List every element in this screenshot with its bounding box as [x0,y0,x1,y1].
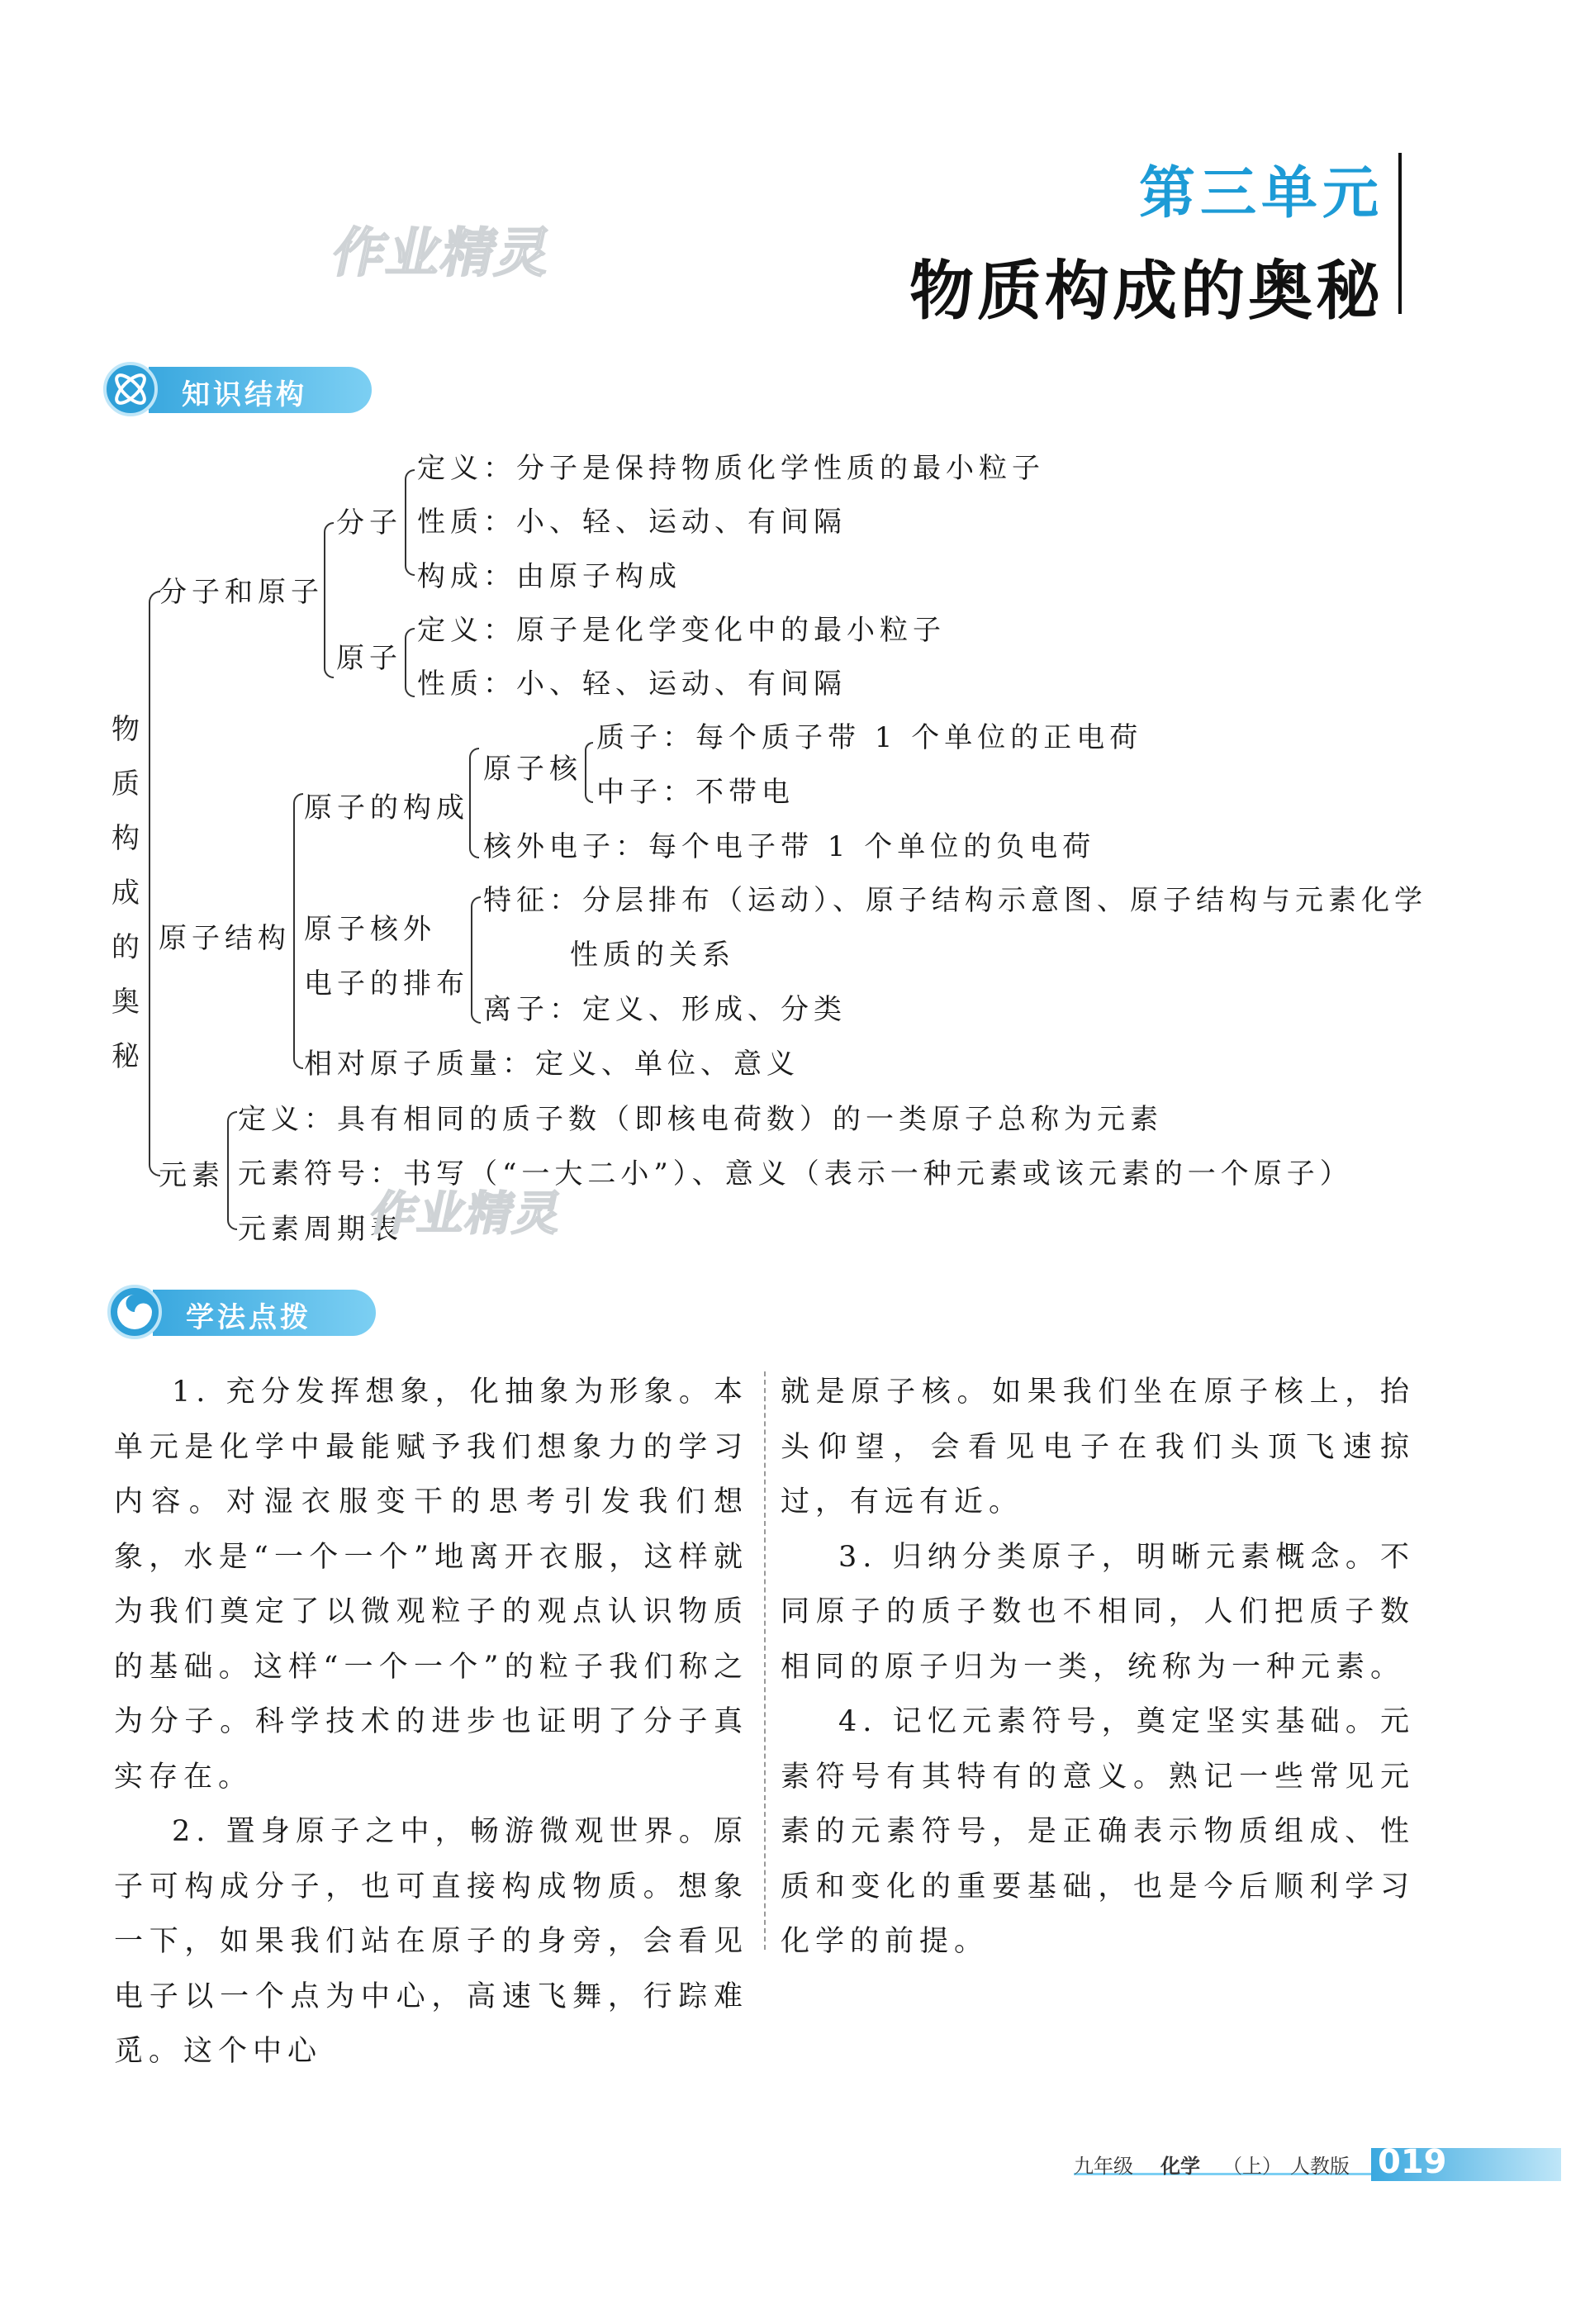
node-nucleus: 原子核 [483,753,582,786]
section-header-method [107,1285,388,1343]
molecule-properties: 性质：小、轻、运动、有间隔 [417,506,847,539]
brace-atom [405,628,415,697]
electron-info: 核外电子：每个电子带 1 个单位的负电荷 [483,830,1096,863]
brace-atom-structure [293,793,303,1069]
paragraph: 1. 充分发挥想象，化抽象为形象。本单元是化学中最能赋予我们想象力的学习内容。对湿衣服变干的思考引发我们想象，水是“一个一个”地离开衣服，这样就为我们奠定了以微观粒子的观点认识物质的基础。这样“一个一个”的粒子我们称之为分子。科学技术的进步也证明了分子真实存在。 [114,1376,748,1794]
electron-arrangement-2: 电子的排布 [304,967,469,1000]
paragraph: 3. 归纳分类原子，明晰元素概念。不同原子的质子数也不相同，人们把质子数相同的原子归为一类，统称为一种元素。 [781,1540,1415,1684]
atom-composition: 原子的构成 [304,791,469,825]
column-divider [764,1371,766,1950]
main-brace [149,591,160,1176]
left-column [114,1365,748,2079]
brace-nucleus [585,742,593,803]
section-title: 知识结构 [182,378,307,411]
branch-atom-structure: 原子结构 [159,922,291,955]
swirl-icon [107,1285,162,1339]
section-title: 学法点拨 [186,1301,311,1334]
branch-molecule-atom: 分子和原子 [159,576,324,609]
atom-icon [103,362,158,416]
page-number: 019 [1378,2143,1447,2181]
ion-info: 离子：定义、形成、分类 [483,993,847,1026]
atom-definition: 定义：原子是化学变化中的最小粒子 [417,614,946,647]
node-atom: 原子 [336,642,402,675]
watermark: 作业精灵 [365,1187,568,1241]
brace-arrangement [471,896,481,1024]
footer-subject: 化学 [1160,2155,1200,2178]
element-symbol: 元素符号：书写（“一大二小”）、意义（表示一种元素或该元素的一个原子） [238,1157,1353,1191]
footer-grade: 九年级 [1074,2155,1133,2178]
page-title: 物质构成的奥秘 [909,254,1384,329]
unit-label: 第三单元 [1138,161,1384,226]
element-definition: 定义：具有相同的质子数（即核电荷数）的一类原子总称为元素 [238,1103,1163,1136]
node-molecule: 分子 [336,506,402,539]
molecule-definition: 定义：分子是保持物质化学性质的最小粒子 [417,452,1045,485]
tree-root: 物 质 构 成 的 奥 秘 [112,713,140,1073]
paragraph-continued: 就是原子核。如果我们坐在原子核上，抬头仰望，会看见电子在我们头顶飞速掠过，有远有近。 [781,1376,1415,1518]
section-header-knowledge [103,362,384,420]
title-divider [1398,153,1402,314]
arrangement-feature: 特征：分层排布（运动）、原子结构示意图、原子结构与元素化学 [483,884,1427,917]
neutron-info: 中子：不带电 [596,776,795,809]
molecule-composition: 构成：由原子构成 [417,560,681,593]
branch-element: 元素 [159,1159,225,1192]
brace-atom-composition [469,748,479,858]
brace-molecule [405,469,415,576]
watermark: 作业精灵 [326,223,558,284]
paragraph: 4. 记忆元素符号，奠定坚实基础。元素符号有其特有的意义。熟记一些常见元素的元素符号，是正确表示物质组成、性质和变化的重要基础，也是今后顺利学习化学的前提。 [781,1705,1415,1958]
relative-atomic-mass: 相对原子质量：定义、单位、意义 [304,1048,800,1081]
electron-arrangement-1: 原子核外 [304,913,436,946]
brace-element [227,1111,237,1230]
periodic-table: 元素周期表 [238,1213,403,1246]
right-column [781,1365,1415,1970]
proton-info: 质子：每个质子带 1 个单位的正电荷 [596,721,1143,754]
atom-properties: 性质：小、轻、运动、有间隔 [417,668,847,701]
brace-molecule-atom [324,522,334,678]
footer-volume: （上） [1222,2155,1282,2178]
arrangement-feature-cont: 性质的关系 [570,939,735,972]
paragraph: 2. 置身原子之中，畅游微观世界。原子可构成分子，也可直接构成物质。想象一下，如果我们站在原子的身旁，会看见电子以一个点为中心，高速飞舞，行踪难觅。这个中心 [114,1815,748,2068]
footer-edition: 人教版 [1290,2155,1350,2178]
